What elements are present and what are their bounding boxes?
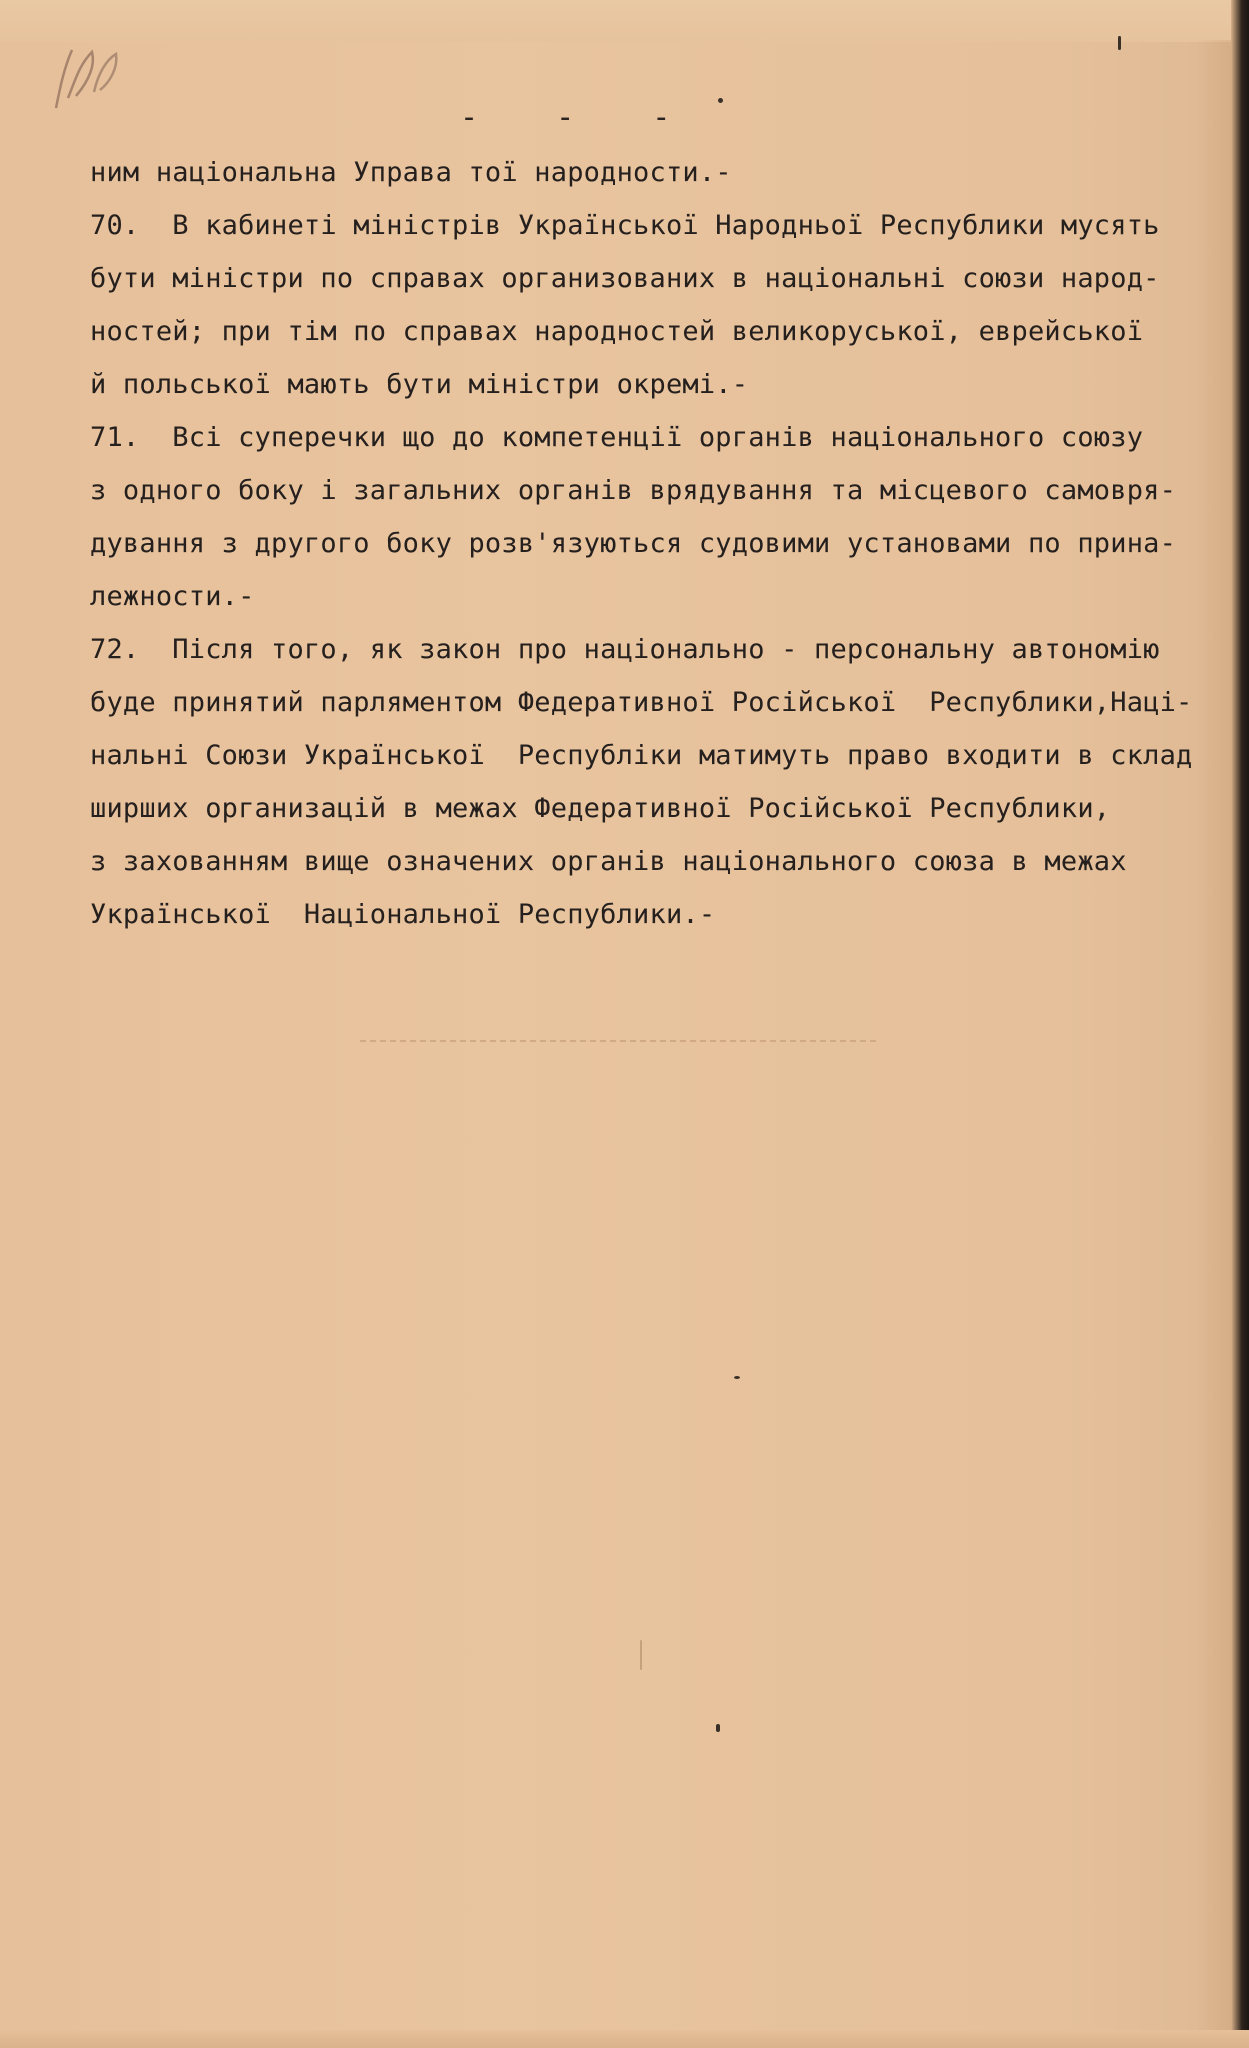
text-line: нальні Союзи Української Республіки матимуть право входити в склад	[90, 740, 1193, 771]
text-line: ностей; при тім по справах народностей великоруської, еврейської	[90, 316, 1144, 347]
ink-speck	[640, 1640, 642, 1670]
text-line: з одного боку і загальних органів врядування та місцевого самовря-	[90, 475, 1177, 506]
ink-speck	[1118, 36, 1121, 50]
ink-speck	[734, 1376, 740, 1379]
page-number-dashes: - - -	[460, 100, 701, 135]
handwritten-page-number-mark	[46, 38, 126, 128]
ink-speck	[718, 98, 723, 103]
text-line: ним національна Управа тої народности.-	[90, 157, 732, 188]
text-line: ширших организацій в межах Федеративної Російської Республики,	[90, 793, 1111, 824]
text-line: 72. Після того, як закон про національно - персональну автономію	[90, 634, 1160, 665]
text-line: 71. Всі суперечки що до компетенції органів національного союзу	[90, 422, 1144, 453]
text-line: лежности.-	[90, 581, 255, 612]
text-line: з захованням вище означених органів національного союза в межах	[90, 846, 1127, 877]
scan-top-edge	[0, 0, 1249, 42]
scan-bottom-edge	[0, 2030, 1249, 2048]
text-line: 70. В кабинеті міністрів Української Народньої Республики мусять	[90, 210, 1160, 241]
paper-fold-line	[360, 1038, 880, 1044]
scan-right-edge	[1231, 0, 1249, 2048]
ink-speck	[716, 1724, 720, 1732]
typed-text-block	[90, 146, 1220, 941]
text-line: бути міністри по справах организованих в національні союзи народ-	[90, 263, 1160, 294]
text-line: й польської мають бути міністри окремі.-	[90, 369, 749, 400]
text-line: дування з другого боку розв'язуються судовими установами по прина-	[90, 528, 1177, 559]
text-line: буде принятий парляментом Федеративної Російської Республики,Наці-	[90, 687, 1193, 718]
text-line: Української Національної Республики.-	[90, 899, 716, 930]
